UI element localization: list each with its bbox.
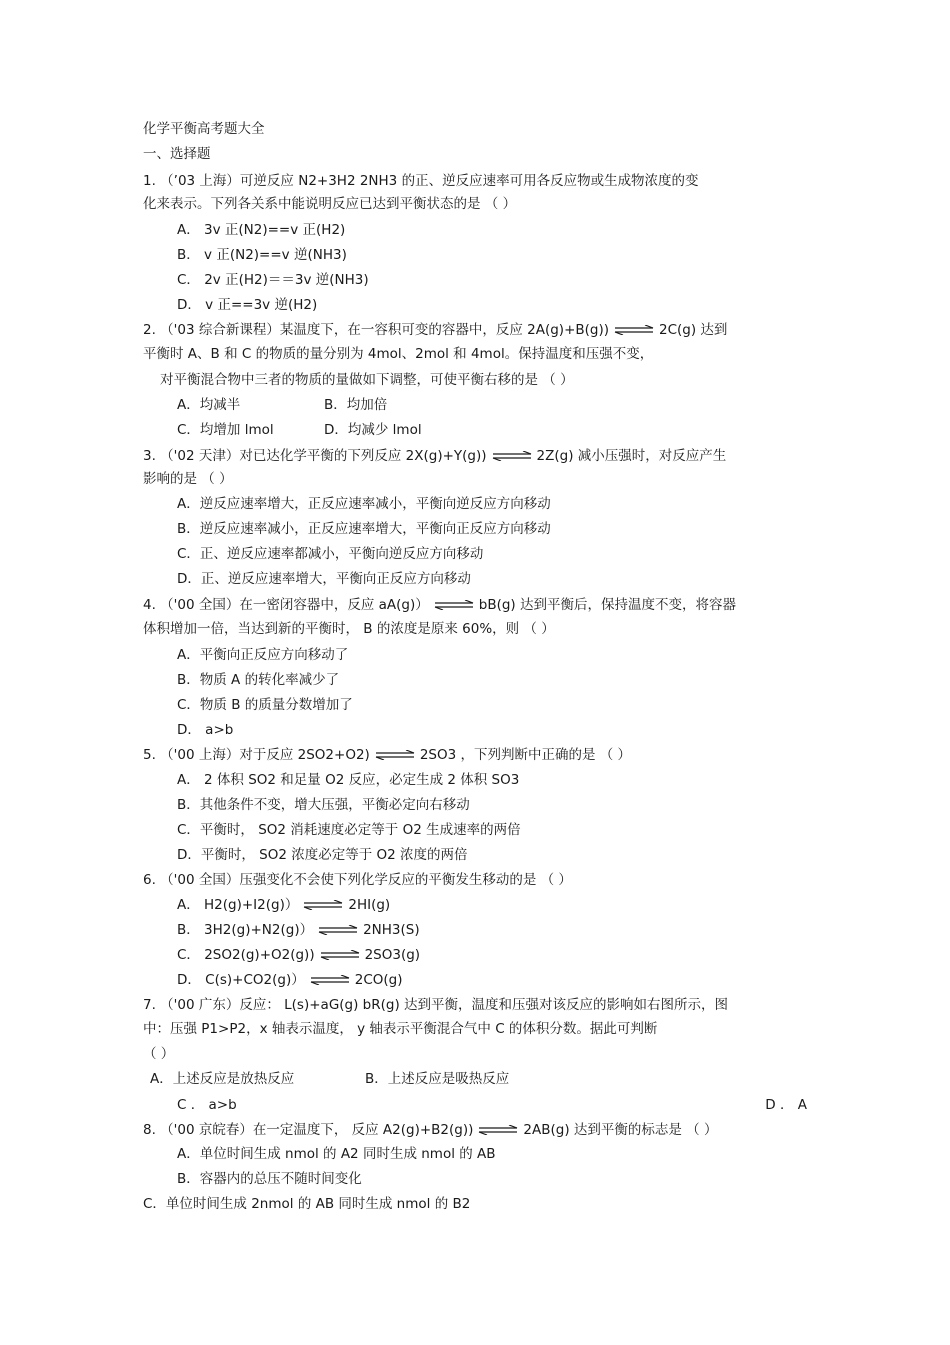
equilibrium-arrow-icon (317, 925, 359, 935)
equilibrium-arrow-icon (433, 600, 475, 610)
question-3-text-part2: 2Z(g) 减小压强时，对反应产生 (536, 448, 727, 464)
question-5-option-a: A． 2 体积 SO2 和足量 O2 反应，必定生成 2 体积 SO3 (177, 772, 520, 788)
question-8-text-part2: 2AB(g) 达到平衡的标志是 （ ） (523, 1122, 718, 1138)
question-6-option-c-lhs: C． 2SO2(g)+O2(g)) (177, 947, 315, 963)
document-title: 化学平衡高考题大全 (143, 121, 265, 137)
question-6-option-a-lhs: A． H2(g)+I2(g)） (177, 897, 299, 913)
equilibrium-arrow-icon (613, 325, 655, 335)
question-7-option-b: B．上述反应是吸热反应 (365, 1071, 510, 1087)
question-5-text-part1: 5. （'00 上海）对于反应 2SO2+O2) (143, 747, 370, 763)
question-3-option-c: C．正、逆反应速率都减小，平衡向逆反应方向移动 (177, 546, 484, 562)
question-7-option-d: D ． A (765, 1097, 807, 1113)
question-2-option-a: A．均减半 (177, 397, 241, 413)
question-5-text (143, 746, 815, 764)
question-7-options-cd (177, 1096, 807, 1114)
question-2-text-cont: 平衡时 A、B 和 C 的物质的量分别为 4mol、2mol 和 4mol。保持温度和压强不变， (143, 346, 654, 362)
question-8-option-a: A．单位时间生成 nmol 的 A2 同时生成 nmol 的 AB (177, 1146, 496, 1162)
question-1-option-b: B． v 正(N2)==v 逆(NH3) (177, 247, 347, 263)
question-4-option-a: A．平衡向正反应方向移动了 (177, 647, 349, 663)
question-7-option-a: A．上述反应是放热反应 (150, 1071, 295, 1087)
question-8-text (143, 1121, 815, 1139)
question-6-option-b (177, 921, 815, 939)
question-4-text (143, 596, 815, 614)
question-3-text (143, 447, 815, 465)
question-8-text-part1: 8. （'00 京皖春）在一定温度下， 反应 A2(g)+B2(g)) (143, 1122, 474, 1138)
question-1-text-cont: 化来表示。下列各关系中能说明反应已达到平衡状态的是 （ ） (143, 196, 517, 212)
question-6-option-a-rhs: 2HI(g) (348, 897, 391, 913)
question-6-text: 6. （'00 全国）压强变化不会使下列化学反应的平衡发生移动的是 （ ） (143, 872, 572, 888)
question-6-option-a (177, 896, 815, 914)
question-6-option-b-rhs: 2NH3(S) (363, 922, 420, 938)
question-2-options-ab (177, 396, 815, 414)
equilibrium-arrow-icon (491, 451, 533, 461)
equilibrium-arrow-icon (477, 1125, 519, 1135)
question-2-text-part1: 2. （'03 综合新课程）某温度下，在一容积可变的容器中，反应 2A(g)+B(g)) (143, 322, 610, 338)
question-1-text: 1. （’03 上海）可逆反应 N2+3H2 2NH3 的正、逆反应速率可用各反应物或生成物浓度的变 (143, 173, 699, 189)
question-6-option-c-rhs: 2SO3(g) (364, 947, 421, 963)
question-7-option-c: C ． a>b (177, 1097, 237, 1113)
equilibrium-arrow-icon (374, 750, 416, 760)
question-4-text-part2: bB(g) 达到平衡后，保持温度不变，将容器 (478, 597, 736, 613)
question-2-option-d: D．均减少 lmol (324, 422, 422, 438)
question-7-text: 7. （'00 广东）反应： L(s)+aG(g) bR(g) 达到平衡，温度和压强对该反应的影响如右图所示，图 (143, 997, 729, 1013)
question-4-option-c: C．物质 B 的质量分数增加了 (177, 697, 353, 713)
question-1-option-d: D． v 正==3v 逆(H2) (177, 297, 318, 313)
question-3-text-part1: 3. （'02 天津）对已达化学平衡的下列反应 2X(g)+Y(g)) (143, 448, 487, 464)
question-2-option-b: B．均加倍 (324, 397, 388, 413)
question-4-option-b: B．物质 A 的转化率减少了 (177, 672, 340, 688)
question-8-option-b: B．容器内的总压不随时间变化 (177, 1171, 362, 1187)
question-7-text-cont: 中：压强 P1>P2，x 轴表示温度， y 轴表示平衡混合气中 C 的体积分数。据此可判断 (143, 1021, 658, 1037)
section-heading: 一、选择题 (143, 146, 211, 162)
question-2-text-cont2: 对平衡混合物中三者的物质的量做如下调整，可使平衡右移的是 （ ） (160, 372, 574, 388)
question-7-text-cont2: （ ） (143, 1046, 175, 1062)
question-4-text-part1: 4. （'00 全国）在一密闭容器中，反应 aA(g)） (143, 597, 429, 613)
question-6-option-d-rhs: 2CO(g) (354, 972, 403, 988)
question-3-option-a: A．逆反应速率增大，正反应速率减小，平衡向逆反应方向移动 (177, 496, 551, 512)
question-2-options-cd (177, 421, 815, 439)
question-4-text-cont: 体积增加一倍，当达到新的平衡时， B 的浓度是原来 60%，则 （ ） (143, 621, 555, 637)
equilibrium-arrow-icon (302, 900, 344, 910)
question-8-option-c: C．单位时间生成 2nmol 的 AB 同时生成 nmol 的 B2 (143, 1196, 471, 1212)
question-7-options-ab (150, 1070, 815, 1088)
question-2-text (143, 321, 815, 339)
question-6-option-d-lhs: D． C(s)+CO2(g)） (177, 972, 305, 988)
question-3-option-b: B．逆反应速率减小，正反应速率增大，平衡向正反应方向移动 (177, 521, 551, 537)
question-5-option-d: D．平衡时， SO2 浓度必定等于 O2 浓度的两倍 (177, 847, 468, 863)
equilibrium-arrow-icon (319, 950, 361, 960)
question-5-text-part2: 2SO3 ，下列判断中正确的是 （ ） (419, 747, 632, 763)
question-2-option-c: C．均增加 lmol (177, 422, 274, 438)
question-6-option-c (177, 946, 815, 964)
question-5-option-c: C．平衡时， SO2 消耗速度必定等于 O2 生成速率的两倍 (177, 822, 521, 838)
question-4-option-d: D． a>b (177, 722, 234, 738)
question-6-option-d (177, 971, 815, 989)
question-1-option-c: C． 2v 正(H2)＝＝3v 逆(NH3) (177, 272, 369, 288)
question-5-option-b: B．其他条件不变，增大压强，平衡必定向右移动 (177, 797, 470, 813)
question-3-text-cont: 影响的是 （ ） (143, 471, 233, 487)
equilibrium-arrow-icon (309, 975, 351, 985)
question-2-text-part2: 2C(g) 达到 (659, 322, 728, 338)
question-3-option-d: D．正、逆反应速率增大，平衡向正反应方向移动 (177, 571, 471, 587)
question-1-option-a: A． 3v 正(N2)==v 正(H2) (177, 222, 346, 238)
question-6-option-b-lhs: B． 3H2(g)+N2(g)） (177, 922, 314, 938)
